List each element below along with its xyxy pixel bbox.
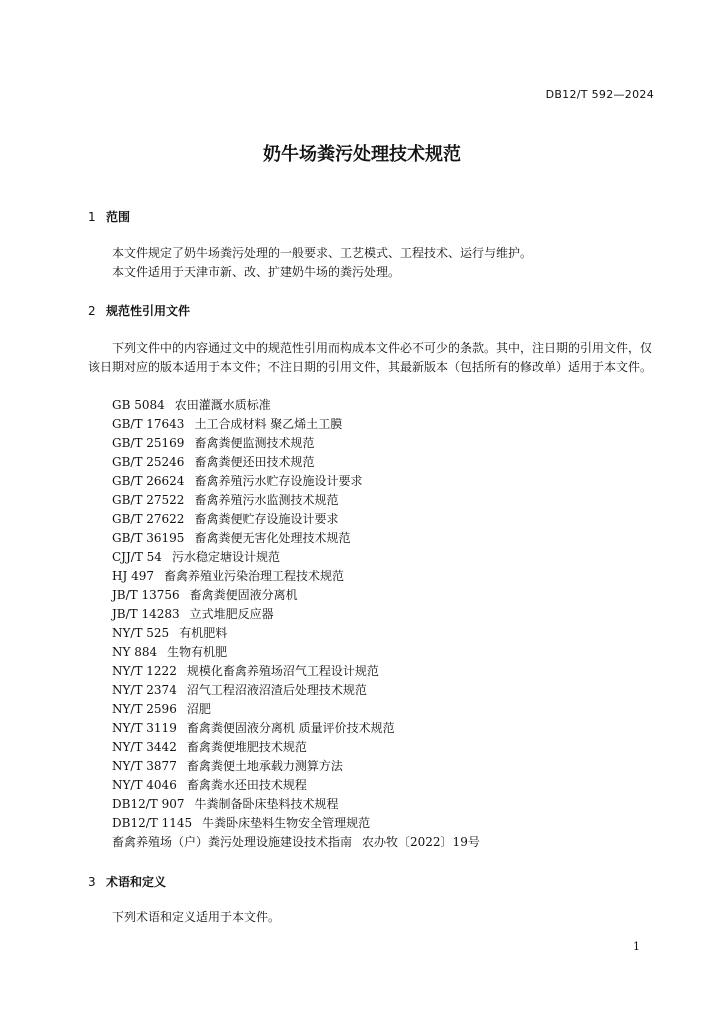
reference-code: NY/T 3877 [112,759,177,773]
reference-code: NY/T 2374 [112,683,177,697]
normative-references-list [112,396,480,852]
reference-title: 农田灌溉水质标准 [174,398,271,412]
reference-code: NY 884 [112,645,158,659]
reference-item [112,548,480,567]
reference-code: GB/T 17643 [112,417,185,431]
reference-code: NY/T 1222 [112,664,177,678]
reference-item [112,624,480,643]
reference-title: 牛粪卧床垫料生物安全管理规范 [202,816,371,830]
reference-title: 畜禽养殖污水监测技术规范 [194,493,339,507]
section-1-paragraph-2: 本文件适用于天津市新、改、扩建奶牛场的粪污处理。 [112,265,401,279]
reference-title: 规模化畜禽养殖场沼气工程设计规范 [186,664,379,678]
section-number: 1 [88,210,96,224]
reference-title: 畜禽粪便堆肥技术规范 [186,740,307,754]
reference-code: GB/T 36195 [112,531,185,545]
section-number: 3 [88,875,96,889]
reference-title: 沼肥 [186,702,211,716]
reference-item [112,491,480,510]
reference-item [112,396,480,415]
reference-title: 牛粪制备卧床垫料技术规程 [194,797,339,811]
reference-item [112,415,480,434]
reference-item [112,681,480,700]
section-1-paragraph-1: 本文件规定了奶牛场粪污处理的一般要求、工艺模式、工程技术、运行与维护。 [112,246,533,260]
reference-item [112,700,480,719]
section-1-heading [88,208,130,225]
reference-code: GB/T 27622 [112,512,185,526]
reference-title: 畜禽粪便还田技术规范 [194,455,315,469]
reference-code: 畜禽养殖场（户）粪污处理设施建设技术指南 [112,835,353,849]
section-title: 术语和定义 [106,875,167,889]
reference-code: GB/T 27522 [112,493,185,507]
section-2-heading [88,302,190,319]
reference-title: 畜禽粪便固液分离机 [189,588,298,602]
reference-code: GB/T 25246 [112,455,185,469]
reference-item [112,586,480,605]
section-2-paragraph-1: 下列文件中的内容通过文中的规范性引用而构成本文件必不可少的条款。其中，注日期的引用文件，仅该日期对应的版本适用于本文件；不注日期的引用文件，其最新版本（包括所有的修改单）适用于本文件。 [88,341,653,374]
reference-title: 畜禽粪便土地承载力测算方法 [186,759,343,773]
reference-item [112,453,480,472]
reference-title: 畜禽养殖污水贮存设施设计要求 [194,474,363,488]
reference-item [112,662,480,681]
reference-item [112,605,480,624]
reference-code: NY/T 3119 [112,721,177,735]
document-title: 奶牛场粪污处理技术规范 [263,144,461,165]
section-3-paragraph-1: 下列术语和定义适用于本文件。 [112,910,281,924]
reference-item [112,719,480,738]
reference-item [112,833,480,852]
reference-title: 生物有机肥 [167,645,228,659]
reference-item [112,776,480,795]
reference-code: GB/T 26624 [112,474,185,488]
reference-code: JB/T 14283 [112,607,180,621]
reference-code: NY/T 2596 [112,702,177,716]
reference-item [112,738,480,757]
reference-title: 畜禽粪便无害化处理技术规范 [194,531,351,545]
reference-code: GB/T 25169 [112,436,185,450]
section-3-heading [88,873,166,890]
reference-title: 立式堆肥反应器 [189,607,274,621]
reference-title: 畜禽粪便监测技术规范 [194,436,315,450]
standard-code: DB12/T 592—2024 [545,88,654,101]
reference-title: 污水稳定塘设计规范 [171,550,280,564]
reference-item [112,434,480,453]
reference-title: 沼气工程沼液沼渣后处理技术规范 [186,683,367,697]
page-number: 1 [633,940,640,953]
reference-item [112,814,480,833]
reference-title: 农办牧〔2022〕19号 [362,835,480,849]
section-number: 2 [88,304,96,318]
reference-item [112,472,480,491]
reference-title: 畜禽粪水还田技术规程 [186,778,307,792]
reference-item [112,510,480,529]
reference-code: CJJ/T 54 [112,550,162,564]
reference-code: DB12/T 1145 [112,816,193,830]
reference-item [112,643,480,662]
reference-code: DB12/T 907 [112,797,185,811]
reference-item [112,529,480,548]
reference-code: GB 5084 [112,398,165,412]
reference-item [112,567,480,586]
reference-title: 土工合成材料 聚乙烯土工膜 [194,417,343,431]
reference-title: 畜禽粪便贮存设施设计要求 [194,512,339,526]
reference-code: HJ 497 [112,569,154,583]
reference-title: 有机肥料 [179,626,228,640]
reference-title: 畜禽粪便固液分离机 质量评价技术规范 [186,721,395,735]
reference-code: NY/T 525 [112,626,170,640]
reference-code: NY/T 3442 [112,740,177,754]
reference-item [112,795,480,814]
reference-code: NY/T 4046 [112,778,177,792]
reference-item [112,757,480,776]
reference-code: JB/T 13756 [112,588,180,602]
section-title: 规范性引用文件 [106,304,191,318]
section-title: 范围 [106,210,131,224]
reference-title: 畜禽养殖业污染治理工程技术规范 [164,569,345,583]
